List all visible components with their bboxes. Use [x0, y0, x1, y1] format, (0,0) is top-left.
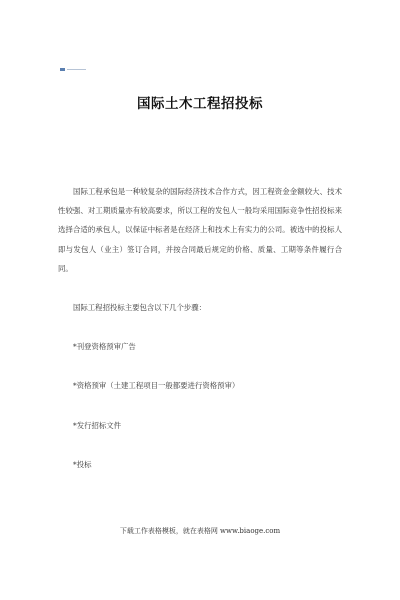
- page-footer: 下载工作表格模板，就在表格网 www.biaoge.com: [119, 527, 281, 535]
- header-logo-mark: [60, 68, 86, 71]
- steps-intro: 国际工程招投标主要包含以下几个步骤：: [73, 303, 207, 313]
- body-paragraph: 国际工程承包是一种较复杂的国际经济技术合作方式，因工程资金金额较大、技术性较强、对工期质量亦有较高要求，所以工程的发包人一般均采用国际竞争性招投标来选择合适的承包人，以保证中标者是在经济上和技术上有实力的公司。被选中的投标人即与发包人（业主）签订合同，并按合同最后规定的价格、质量、工期等条件履行合同。: [58, 187, 342, 273]
- step-item: *发行招标文件: [73, 420, 122, 430]
- step-item: *投标: [73, 459, 92, 469]
- step-item: *刊登资格预审广告: [73, 342, 136, 352]
- step-item: *资格预审（土建工程项目一般都要进行资格预审）: [73, 381, 240, 391]
- document-body: [58, 182, 342, 474]
- document-title: 国际土木工程招投标: [137, 96, 263, 112]
- logo-block: [60, 68, 65, 71]
- logo-line: [67, 69, 86, 70]
